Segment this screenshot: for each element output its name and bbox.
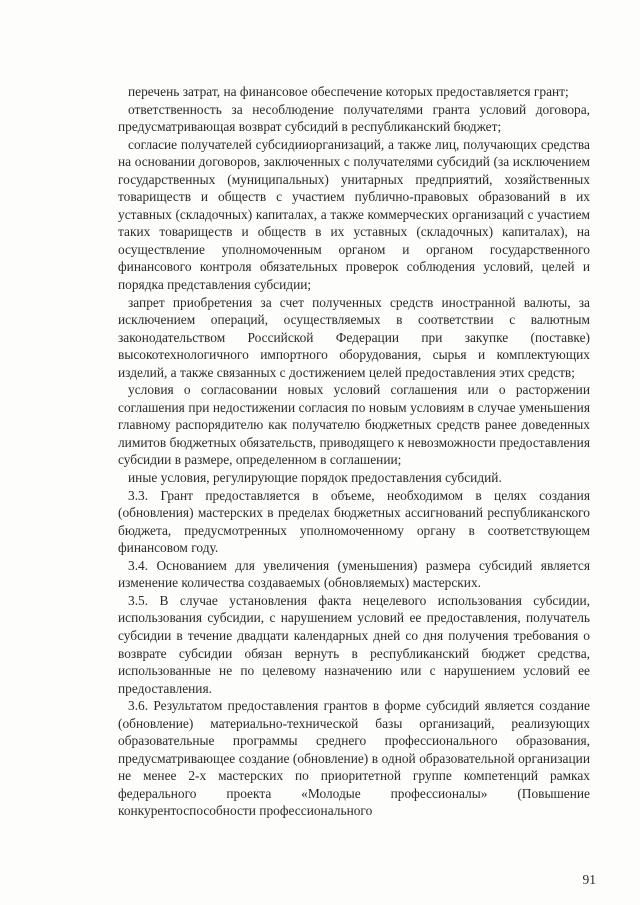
paragraph-responsibility: ответственность за несоблюдение получателями гранта условий договора, предусматривающая возврат субсидий в республиканский бюджет;	[118, 101, 590, 135]
paragraph-other-conditions: иные условия, регулирующие порядок предоставления субсидий.	[128, 470, 502, 486]
paragraph-cost-list: перечень затрат, на финансовое обеспечение которых предоставляется грант;	[128, 84, 569, 99]
paragraph-consent: согласие получателей субсидииорганизаций, а также лиц, получающих средства на основании договоров, заключенных с получателями субсидий (за исключением государственных (муниципальных) унитарных предприятий, хозяйственных товариществ и обществ с участием публично-правовых образований в их уставных (складочных) капиталах, а также коммерческих организаций с участием таких товариществ и обществ в их уставных (складочных) капиталах), на осуществление уполномоченным органом и органом государственного финансового контроля обязательных проверок соблюдения условий, целей и порядка представления субсидии;	[118, 136, 590, 293]
body-text	[118, 83, 590, 820]
clause-3-6: 3.6. Результатом предоставления грантов в форме субсидий является создание (обновление) материально-технической базы организаций, реализующих образовательные программы среднего профессионального образования, предусматривающее создание (обновление) в одной образовательной организации не менее 2-х мастерских по приоритетной группе компетенций рамках федерального проекта «Молодые профессионалы» (Повышение конкурентоспособности профессионального	[118, 698, 590, 819]
clause-3-5: 3.5. В случае установления факта нецелевого использования субсидии, использования субсидии, с нарушением условий ее предоставления, получатель субсидии в течение двадцати календарных дней со дня получения требования о возврате субсидии обязан вернуть в республиканский бюджет средства, использованные не по целевому назначению или с нарушением условий ее предоставления.	[118, 592, 590, 696]
clause-3-3: 3.3. Грант предоставляется в объеме, необходимом в целях создания (обновления) мастерских в пределах бюджетных ассигнований республиканского бюджета, предусмотренных уполномоченному органу в соответствующем финансовом году.	[118, 487, 590, 556]
paragraph-agreement-conditions: условия о согласовании новых условий соглашения или о расторжении соглашения при недостижении согласия по новым условиям в случае уменьшения главному распорядителю как получателю бюджетных средств ранее доведенных лимитов бюджетных обязательств, приводящего к невозможности предоставления субсидии в размере, определенном в соглашении;	[118, 382, 590, 468]
page-number: 91	[582, 872, 596, 887]
paragraph-currency-ban: запрет приобретения за счет полученных средств иностранной валюты, за исключением операций, осуществляемых в соответствии с валютным законодательством Российской Федерации при закупке (поставке) высокотехнологичного импортного оборудования, сырья и комплектующих изделий, а также связанных с достижением целей предоставления этих средств;	[118, 294, 590, 380]
clause-3-4: 3.4. Основанием для увеличения (уменьшения) размера субсидий является изменение количества создаваемых (обновляемых) мастерских.	[118, 557, 590, 591]
